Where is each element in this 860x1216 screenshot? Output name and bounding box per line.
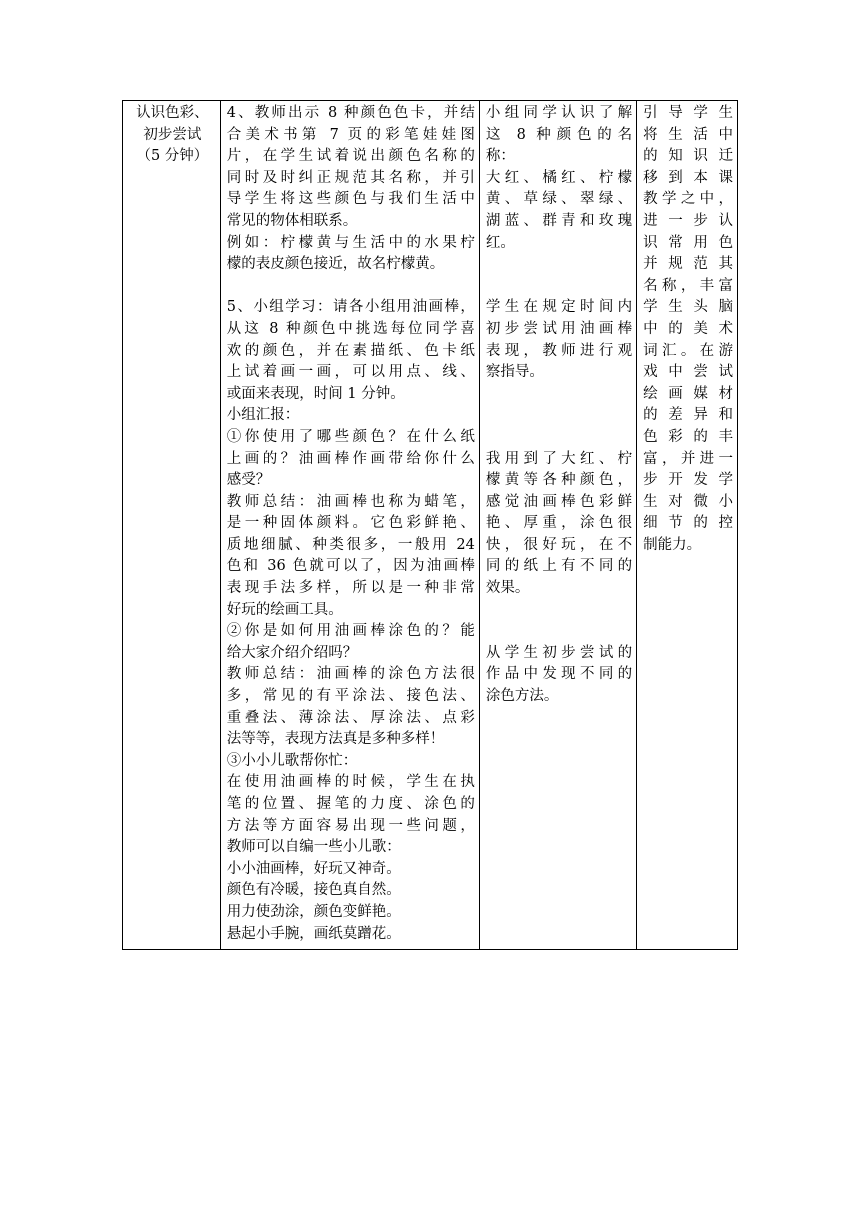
intent-text-line: 并规范其: [643, 256, 733, 273]
teacher-text-line: 5、小组学习：请各小组用油画棒，: [226, 299, 475, 316]
intent-text-line: 将生活中: [643, 126, 733, 143]
teacher-text-line: 在使用油画棒的时候，学生在执: [226, 774, 475, 791]
teacher-text-line: 例如：柠檬黄与生活中的水果柠: [226, 234, 475, 251]
intent-text-line: 富，并进一: [643, 450, 733, 467]
teacher-text-line: ①你使用了哪些颜色？在什么纸: [226, 428, 475, 445]
stage-text-line: （5 分钟）: [136, 148, 209, 165]
teacher-text-line: 重叠法、薄涂法、厚涂法、点彩: [226, 709, 475, 726]
student-text-line: 湖蓝、群青和玫瑰: [485, 212, 633, 229]
teacher-text-line: 片，在学生试着说出颜色名称的: [226, 148, 475, 165]
teacher-activity-cell: [220, 101, 479, 950]
student-text-line: 感觉油画棒色彩鲜: [485, 493, 633, 510]
teacher-text-line: 小组汇报：: [226, 407, 300, 424]
student-text-line: 涂色方法。: [485, 688, 559, 705]
intent-text-line: 移到本课: [643, 169, 733, 186]
teacher-text-line: 常见的物体相联系。: [226, 212, 358, 229]
student-text-line: 大红、橘红、柠檬: [485, 169, 633, 186]
teacher-text-line: 好玩的绘画工具。: [226, 601, 343, 618]
teacher-text-line: 檬的表皮颜色接近，故名柠檬黄。: [226, 256, 445, 273]
blank-line: [486, 276, 632, 298]
intent-text-line: 的差异和: [643, 407, 733, 424]
teacher-text-line: 欢的颜色，并在素描纸、色卡纸: [226, 342, 475, 359]
student-text-line: 同的纸上有不同的: [485, 558, 633, 575]
student-text-line: 艳、厚重，涂色很: [485, 515, 633, 532]
blank-line: [486, 427, 632, 449]
teacher-text-line: 颜色有冷暖，接色真自然。: [226, 882, 401, 899]
design-intent-cell: [637, 101, 738, 950]
student-text-line: 初步尝试用油画棒: [485, 320, 633, 337]
student-text-line: 黄、草绿、翠绿、: [485, 191, 633, 208]
teacher-text-line: 是一种固体颜料。它色彩鲜艳、: [226, 515, 475, 532]
teacher-text-line: ②你是如何用油画棒涂色的？能: [226, 623, 475, 640]
intent-text-line: 戏中尝试: [643, 364, 733, 381]
blank-line: [486, 600, 632, 622]
intent-text-line: 中的美术: [643, 320, 733, 337]
teacher-text-line: 感受？: [226, 472, 271, 489]
teacher-text-line: 从这 8 种颜色中挑选每位同学喜: [226, 320, 475, 337]
teacher-text-line: 或面来表现，时间 1 分钟。: [226, 385, 405, 402]
teacher-text-line: 同时及时纠正规范其名称，并引: [226, 169, 475, 186]
teacher-text-line: 多，常见的有平涂法、接色法、: [226, 688, 475, 705]
student-text-line: 我用到了大红、柠: [485, 450, 633, 467]
blank-line: [227, 276, 475, 298]
intent-text-line: 制能力。: [643, 536, 702, 553]
teacher-text-line: 导学生将这些颜色与我们生活中: [226, 191, 475, 208]
teacher-text-line: 给大家介绍介绍吗？: [226, 644, 358, 661]
blank-line: [486, 405, 632, 427]
lesson-plan-table: [122, 100, 738, 950]
intent-text-line: 的知识迁: [643, 148, 733, 165]
student-text-line: 快，很好玩，在不: [485, 536, 633, 553]
stage-cell: [123, 101, 221, 950]
intent-text-line: 词汇。在游: [643, 342, 733, 359]
intent-text-line: 色彩的丰: [643, 428, 733, 445]
student-text-line: 从学生初步尝试的: [485, 644, 633, 661]
intent-text-line: 生对微小: [643, 493, 733, 510]
teacher-text-line: 教师总结：油画棒也称为蜡笔，: [226, 493, 475, 510]
teacher-text-line: 悬起小手腕，画纸莫蹭花。: [226, 925, 401, 942]
intent-text-line: 绘画媒材: [643, 385, 733, 402]
intent-text-line: 引导学生: [643, 105, 733, 121]
teacher-text-line: 质地细腻、种类很多，一般用 24: [226, 536, 475, 553]
blank-line: [486, 384, 632, 406]
teacher-text-line: 法等等，表现方法真是多种多样！: [226, 731, 445, 748]
intent-text-line: 名称，丰富: [643, 277, 733, 294]
teacher-text-line: 上试着画一画，可以用点、线、: [226, 364, 475, 381]
student-text-line: 学生在规定时间内: [485, 299, 633, 316]
intent-text-line: 步开发学: [643, 472, 733, 489]
teacher-text-line: 表现手法多样，所以是一种非常: [226, 580, 475, 597]
intent-text-line: 教学之中，: [643, 191, 733, 208]
teacher-text-line: 色和 36 色就可以了，因为油画棒: [226, 558, 475, 575]
blank-line: [486, 621, 632, 643]
student-text-line: 檬黄等各种颜色，: [485, 472, 633, 489]
student-text-line: 称：: [485, 148, 515, 165]
teacher-text-line: 上画的？油画棒作画带给你什么: [226, 450, 475, 467]
student-text-line: 作品中发现不同的: [485, 666, 633, 683]
teacher-text-line: 小小油画棒，好玩又神奇。: [226, 860, 401, 877]
student-text-line: 红。: [485, 234, 515, 251]
stage-text-line: 初步尝试: [143, 126, 202, 143]
intent-text-line: 识常用色: [643, 234, 733, 251]
teacher-text-line: 方法等方面容易出现一些问题，: [226, 817, 475, 834]
intent-text-line: 学生头脑: [643, 299, 733, 316]
stage-text-line: 认识色彩、: [136, 105, 209, 121]
intent-text-line: 细节的控: [643, 515, 733, 532]
student-activity-cell: [479, 101, 636, 950]
intent-text-line: 进一步认: [643, 212, 733, 229]
student-text-line: 察指导。: [485, 364, 544, 381]
teacher-text-line: 合美术书第 7 页的彩笔娃娃图: [226, 126, 475, 143]
teacher-text-line: ③小小儿歌帮你忙：: [226, 752, 358, 769]
student-text-line: 小组同学认识了解: [485, 105, 633, 121]
teacher-text-line: 教师可以自编一些小儿歌：: [226, 839, 401, 856]
table-row: [123, 101, 738, 950]
student-text-line: 表现，教师进行观: [485, 342, 633, 359]
teacher-text-line: 4、教师出示 8 种颜色色卡，并结: [226, 105, 475, 121]
teacher-text-line: 用力使劲涂，颜色变鲜艳。: [226, 903, 401, 920]
blank-line: [486, 254, 632, 276]
teacher-text-line: 教师总结：油画棒的涂色方法很: [226, 666, 475, 683]
teacher-text-line: 笔的位置、握笔的力度、涂色的: [226, 796, 475, 812]
student-text-line: 这 8 种颜色的名: [485, 126, 633, 143]
student-text-line: 效果。: [485, 580, 530, 597]
